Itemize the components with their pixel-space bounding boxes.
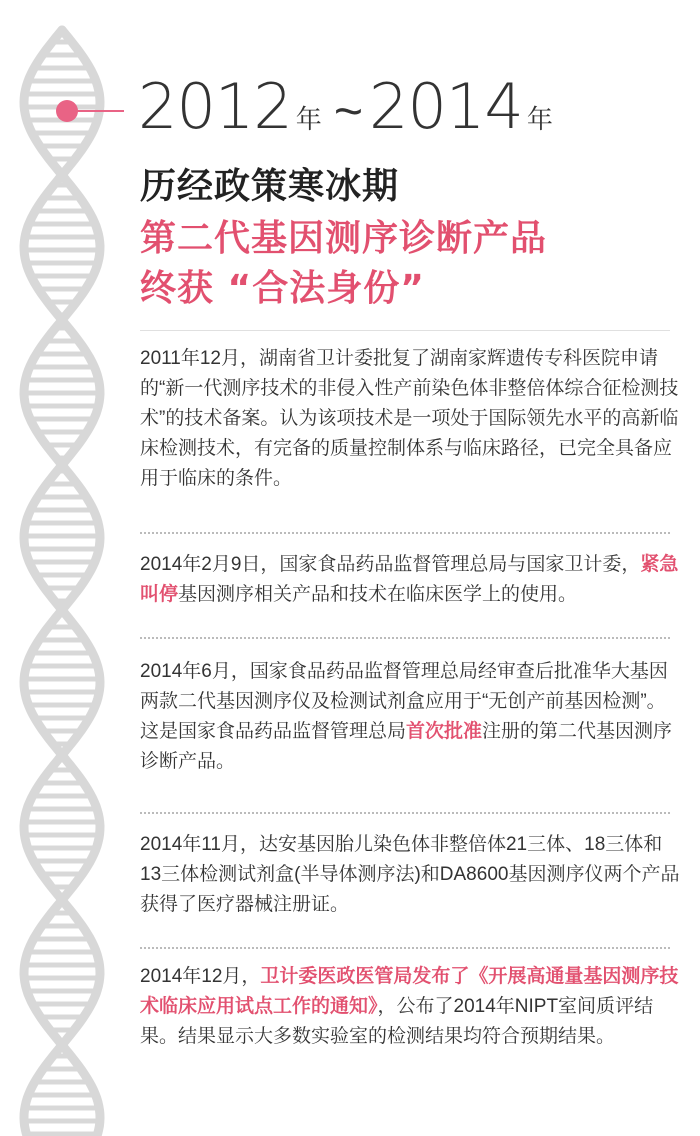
header-divider <box>140 330 670 331</box>
event-2014-11 <box>140 830 680 920</box>
year-end-suffix: 年 <box>526 104 553 134</box>
year-start-suffix: 年 <box>295 104 322 134</box>
year-start: 2012 <box>138 70 292 143</box>
timeline-marker-dot <box>56 100 78 122</box>
event-text: 2011年12月，湖南省卫计委批复了湖南家辉遗传专科医院申请的“新一代测序技术的非侵入性产前染色体非整倍体综合征检测技术”的技术备案。认为该项技术是一项处于国际领先水平的高新临床检测技术，有完备的质量控制体系与临床路径，已完全具备应用于临床的条件。 <box>140 348 679 489</box>
event-highlight: 首次批准 <box>406 721 483 742</box>
event-text: 基因测序相关产品和技术在临床医学上的使用。 <box>178 584 578 605</box>
dotted-divider <box>140 947 670 949</box>
dotted-divider <box>140 812 670 814</box>
event-text: 2014年2月9日，国家食品药品监督管理总局与国家卫计委， <box>140 554 641 575</box>
event-2014-02 <box>140 550 680 610</box>
dotted-divider <box>140 637 670 639</box>
event-text: 2014年11月，达安基因胎儿染色体非整倍体21三体、18三体和13三体检测试剂盒(半导体测序法)和DA8600基因测序仪两个产品获得了医疗器械注册证。 <box>140 834 680 915</box>
event-text: 2014年12月， <box>140 966 261 987</box>
year-tilde: ~ <box>333 83 364 139</box>
event-2014-12 <box>140 962 680 1052</box>
dna-helix-decoration <box>0 0 125 1136</box>
event-text: ，公布了2014年NIPT室间质评结果。结果显示大多数实验室的检测结果均符合预期结果。 <box>140 996 654 1047</box>
event-2014-06 <box>140 657 680 777</box>
dotted-divider <box>140 532 670 534</box>
timeline-marker-line <box>76 110 124 112</box>
event-highlight: 紧急叫停 <box>140 554 679 605</box>
event-highlight: 卫计委医政医管局发布了《开展高通量基因测序技术临床应用试点工作的通知》 <box>140 966 679 1017</box>
event-2011-12 <box>140 344 680 494</box>
year-range-title <box>138 70 559 143</box>
subtitle: 历经政策寒冰期 <box>140 165 400 207</box>
headline-line-2: 终获 “合法身份” <box>140 268 425 309</box>
event-text: 2014年6月，国家食品药品监督管理总局经审查后批准华大基因两款二代基因测序仪及检测试剂盒应用于“无创产前基因检测”。这是国家食品药品监督管理总局 <box>140 661 668 742</box>
year-end: 2014 <box>369 70 523 143</box>
event-text: 注册的第二代基因测序诊断产品。 <box>140 721 673 772</box>
headline-line-1: 第二代基因测序诊断产品 <box>140 218 548 259</box>
